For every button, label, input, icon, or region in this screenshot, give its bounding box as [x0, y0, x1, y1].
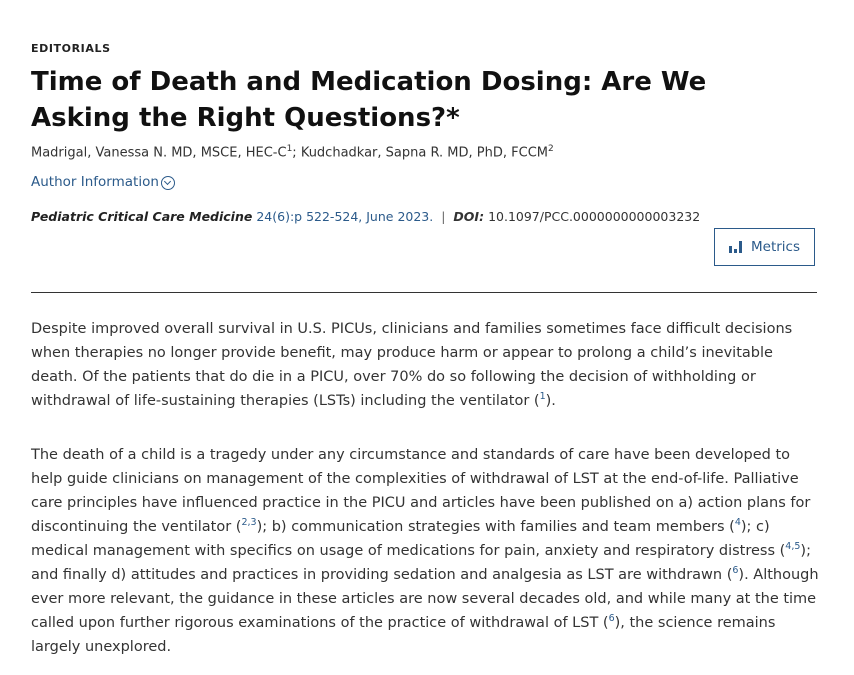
- author-separator: ;: [292, 145, 301, 161]
- bar-chart-icon: [729, 241, 743, 253]
- paragraph-2: [31, 443, 821, 659]
- author-2[interactable]: Kudchadkar, Sapna R. MD, PhD, FCCM: [300, 145, 548, 161]
- author-1-affiliation: 1: [286, 144, 293, 154]
- journal-name[interactable]: Pediatric Critical Care Medicine: [31, 209, 253, 224]
- paragraph-2-text: ); and finally d) attitudes and practices in providing sedation and analgesia as LST are withdrawn (: [31, 543, 811, 583]
- paragraph-1: [31, 317, 821, 413]
- author-information-label: Author Information: [31, 174, 159, 190]
- author-2-affiliation: 2: [548, 144, 554, 154]
- metrics-button[interactable]: [714, 228, 815, 266]
- paragraph-2-text: The death of a child is a tragedy under any circumstance and standards of care have been developed to help guide clinicians on management of the complexities of withdrawal of LST at the end-of-life. Palliative care principles have influenced practice in the PICU and articles have been published on a) action plans for discontinuing the ventilator (: [31, 447, 811, 535]
- reference-link[interactable]: 4,5: [785, 541, 801, 553]
- doi-label: DOI:: [453, 209, 485, 224]
- section-label: EDITORIALS: [31, 42, 111, 55]
- author-list: [31, 144, 554, 160]
- paragraph-2-text: ), the science remains largely unexplored.: [31, 615, 776, 655]
- author-1[interactable]: Madrigal, Vanessa N. MD, MSCE, HEC-C: [31, 145, 287, 161]
- metrics-label: Metrics: [750, 239, 800, 255]
- reference-link[interactable]: 2,3: [241, 517, 257, 529]
- citation-separator: |: [441, 209, 446, 224]
- reference-link[interactable]: 6: [608, 613, 615, 625]
- paragraph-1-text: Despite improved overall survival in U.S. PICUs, clinicians and families sometimes face difficult decisions when therapies no longer provide benefit, may produce harm or appear to prolong a child’s inevitable death. Of the patients that do die in a PICU, over 70% do so following the decision of withholding or withdrawal of life-sustaining therapies (LSTs) including the ventilator (: [31, 321, 793, 409]
- citation-line: [31, 209, 700, 224]
- paragraph-2-text: ). Although ever more relevant, the guidance in these articles are now several decades old, and while many at the time called upon further rigorous examinations of the practice of withdrawal of LST (: [31, 567, 819, 631]
- paragraph-2-text: ); b) communication strategies with families and team members (: [256, 519, 735, 535]
- paragraph-1-end: ).: [545, 393, 556, 409]
- reference-link[interactable]: 4: [734, 517, 741, 529]
- paragraph-2-text: ); c) medical management with specifics on usage of medications for pain, anxiety and respiratory distress (: [31, 519, 786, 559]
- chevron-down-icon: [161, 176, 175, 190]
- volume-issue-link[interactable]: 24(6):p 522-524, June 2023.: [256, 209, 434, 224]
- author-information-toggle[interactable]: [31, 174, 175, 190]
- reference-link[interactable]: 1: [539, 391, 546, 403]
- divider: [31, 292, 817, 293]
- reference-link[interactable]: 6: [732, 565, 739, 577]
- doi-value: 10.1097/PCC.0000000000003232: [488, 209, 701, 224]
- article-title: Time of Death and Medication Dosing: Are We Asking the Right Questions?*: [31, 67, 707, 133]
